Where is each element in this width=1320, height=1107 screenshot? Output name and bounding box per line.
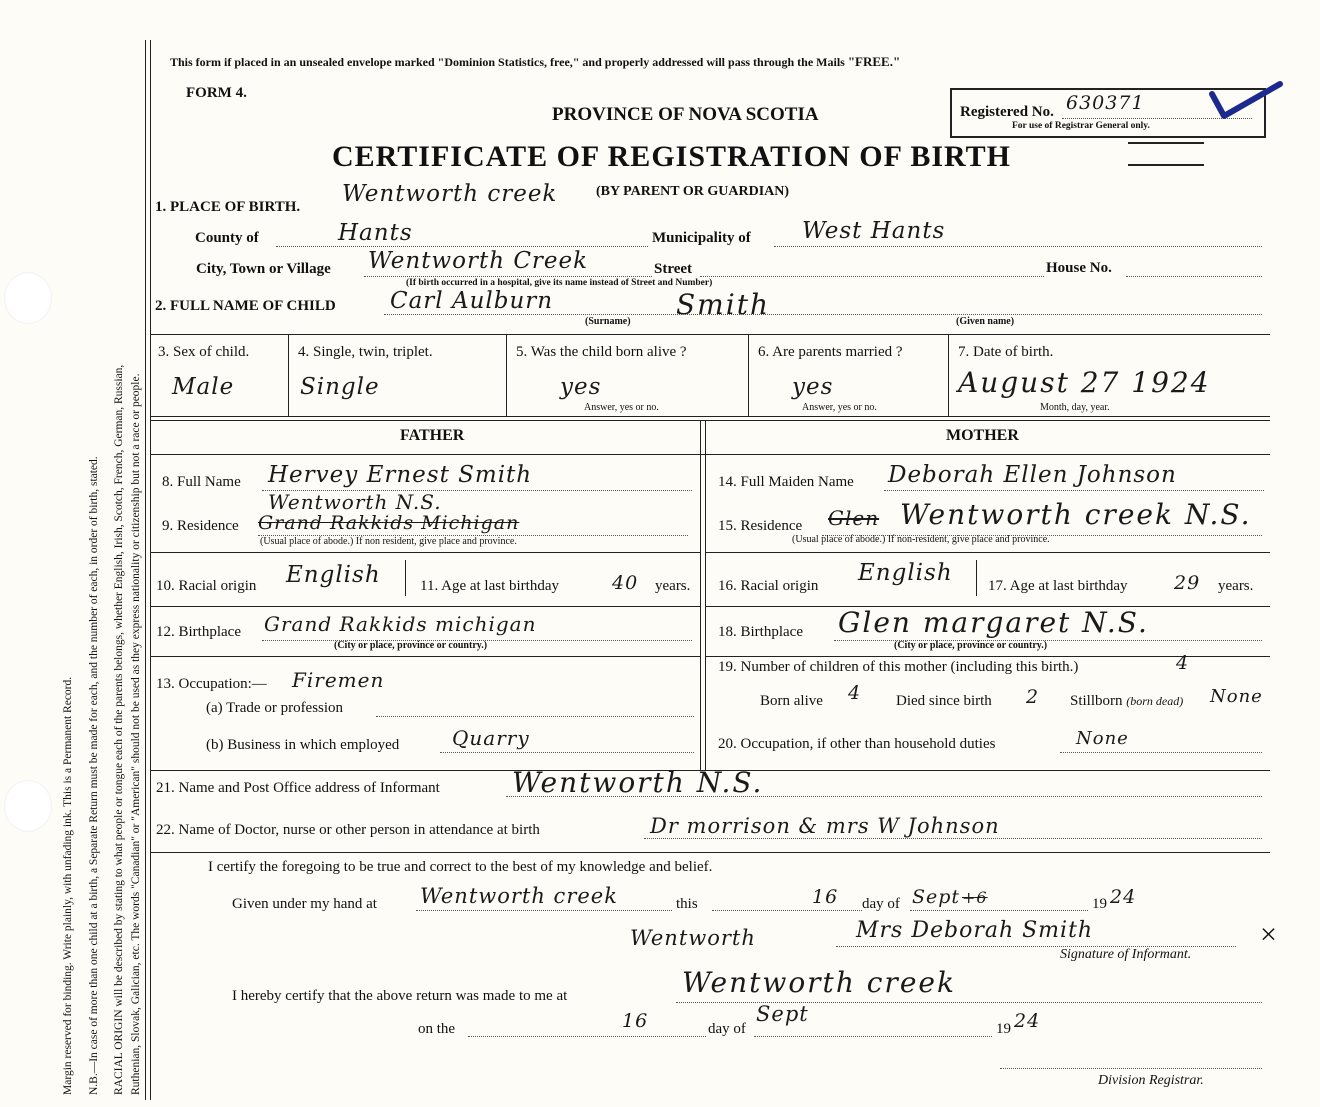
died-label: Died since birth [896, 693, 992, 709]
margin-line [145, 40, 146, 1100]
informant-value: Wentworth N.S. [512, 766, 764, 799]
hospital-note: (If birth occurred in a hospital, give its name instead of Street and Number) [406, 278, 713, 288]
father-residence-value: Wentworth N.S. [268, 490, 442, 514]
certificate-title: CERTIFICATE OF REGISTRATION OF BIRTH [332, 140, 1011, 173]
father-age-label: 11. Age at last birthday [420, 578, 559, 594]
registrar-month: Sept [756, 1002, 809, 1026]
signature-place: Wentworth [630, 926, 756, 950]
doctor-label: 22. Name of Doctor, nurse or other person in attendance at birth [156, 822, 540, 838]
mother-name-label: 14. Full Maiden Name [718, 474, 854, 490]
municipality-value: West Hants [802, 218, 946, 244]
given-place: Wentworth creek [420, 884, 618, 908]
died-value: 2 [1026, 686, 1040, 708]
signature-mark: × [1260, 918, 1277, 951]
given-year: 24 [1110, 886, 1137, 908]
father-residence-label: 9. Residence [162, 518, 239, 534]
sex-label: 3. Sex of child. [158, 344, 250, 360]
twin-label: 4. Single, twin, triplet. [298, 344, 433, 360]
margin-note-2: N.B.—In case of more than one child at a birth, a Separate Return must be made for each, and the number of each, in order of birth, stated. [88, 456, 100, 1095]
married-caption: Answer, yes or no. [802, 402, 877, 413]
mother-occupation-value: None [1076, 728, 1129, 749]
dob-caption: Month, day, year. [1040, 402, 1110, 413]
father-age-value: 40 [612, 572, 639, 594]
father-name-value: Hervey Ernest Smith [268, 462, 533, 488]
mother-residence-value: Wentworth creek N.S. [900, 498, 1252, 531]
mother-occupation-label: 20. Occupation, if other than household duties [718, 736, 996, 752]
binder-hole-bottom [4, 780, 52, 832]
margin-line-2 [150, 40, 151, 1100]
mother-children-value: 4 [1176, 652, 1190, 674]
stillborn-value: None [1210, 686, 1263, 707]
father-residence-struck: Grand Rakkids Michigan [258, 512, 520, 534]
married-value: yes [792, 374, 834, 400]
form-number: FORM 4. [186, 85, 247, 101]
county-value: Hants [338, 220, 413, 246]
mother-age-label: 17. Age at last birthday [988, 578, 1128, 594]
alive-caption: Answer, yes or no. [584, 402, 659, 413]
stillborn-label: Stillborn (born dead) [1070, 693, 1184, 709]
place-value: Wentworth creek [342, 181, 558, 207]
registrar-caption: Division Registrar. [1098, 1073, 1204, 1088]
father-name-label: 8. Full Name [162, 474, 241, 490]
married-label: 6. Are parents married ? [758, 344, 903, 360]
child-name-label: 2. FULL NAME OF CHILD [155, 298, 336, 314]
registrar-place: Wentworth creek [682, 966, 956, 999]
father-residence-caption: (Usual place of abode.) If non resident, give place and province. [260, 536, 517, 547]
given-day-of: day of [862, 896, 900, 912]
place-label: 1. PLACE OF BIRTH. [155, 199, 301, 215]
father-birthplace-value: Grand Rakkids michigan [264, 612, 537, 636]
struck-year-stamp [1128, 142, 1204, 166]
father-business-value: Quarry [452, 726, 530, 750]
given-day: 16 [812, 886, 839, 908]
province-heading: PROVINCE OF NOVA SCOTIA [552, 104, 819, 125]
father-age-unit: years. [655, 578, 691, 594]
mother-children-label: 19. Number of children of this mother (including this birth.) [718, 659, 1079, 675]
registrar-day-of: day of [708, 1021, 746, 1037]
mother-residence-caption: (Usual place of abode.) If non-resident, give place and province. [792, 534, 1050, 545]
by-parent: (BY PARENT OR GUARDIAN) [596, 184, 790, 199]
mother-age-unit: years. [1218, 578, 1254, 594]
signature-name: Mrs Deborah Smith [856, 918, 1094, 943]
mother-birthplace-value: Glen margaret N.S. [838, 606, 1149, 639]
registrar-year-prefix: 19 [996, 1021, 1011, 1037]
father-occupation-value: Firemen [292, 668, 385, 692]
registrar-note: For use of Registrar General only. [1012, 121, 1150, 131]
mother-racial-value: English [858, 560, 953, 586]
house-label: House No. [1046, 260, 1112, 276]
twin-value: Single [300, 374, 380, 400]
child-given-name: Carl Aulburn [390, 288, 554, 314]
mother-birthplace-caption: (City or place, province or country.) [894, 640, 1048, 651]
mother-birthplace-label: 18. Birthplace [718, 624, 803, 640]
city-label: City, Town or Village [196, 261, 331, 277]
given-label: Given under my hand at [232, 896, 377, 912]
father-birthplace-label: 12. Birthplace [156, 624, 241, 640]
struck-mark: +6 [962, 888, 988, 907]
mother-racial-label: 16. Racial origin [718, 578, 819, 594]
dob-value: August 27 1924 [958, 366, 1211, 399]
mother-residence-struck: Glen [828, 506, 880, 530]
surname-caption: (Surname) [585, 316, 631, 327]
registered-label: Registered No. [960, 104, 1054, 120]
father-business-label: (b) Business in which employed [206, 737, 400, 753]
registrar-on-the: on the [418, 1021, 456, 1037]
margin-note-1: Margin reserved for binding. Write plainly, with unfading ink. This is a Permanent Record. [62, 676, 74, 1095]
father-racial-label: 10. Racial origin [156, 578, 257, 594]
sex-value: Male [172, 374, 235, 400]
city-value: Wentworth Creek [368, 248, 589, 274]
child-surname: Smith [676, 288, 770, 321]
father-trade-label: (a) Trade or profession [206, 700, 344, 716]
checkmark-icon [1208, 78, 1286, 126]
dob-label: 7. Date of birth. [958, 344, 1054, 360]
mail-note: This form if placed in an unsealed envelope marked "Dominion Statistics, free," and properly addressed will pass through the Mails "FREE." [170, 54, 901, 69]
informant-label: 21. Name and Post Office address of Informant [156, 780, 440, 796]
binder-hole-top [4, 272, 52, 324]
margin-note-4: Ruthenian, Slovak, Galician, etc. The words "Canadian" or "American" should not be used as they express nationality or citizenship but not a race or people. [130, 373, 142, 1095]
mother-name-value: Deborah Ellen Johnson [888, 462, 1177, 488]
born-alive-value: 4 [848, 682, 862, 704]
registrar-statement: I hereby certify that the above return was made to me at [232, 988, 568, 1004]
born-alive-label: Born alive [760, 693, 823, 709]
street-label: Street [654, 261, 693, 277]
municipality-label: Municipality of [652, 230, 751, 246]
county-label: County of [195, 230, 259, 246]
registrar-day: 16 [622, 1010, 649, 1032]
registered-value: 630371 [1066, 92, 1145, 114]
alive-value: yes [560, 374, 602, 400]
given-month: Sept [912, 886, 961, 908]
registrar-year: 24 [1014, 1010, 1041, 1032]
margin-note-3: RACIAL ORIGIN will be described by stating to what people or tongue each of the parents belongs, whether English, Irish, Scotch, French, German, Russian, [113, 364, 125, 1095]
given-this: this [676, 896, 698, 912]
certify-statement: I certify the foregoing to be true and correct to the best of my knowledge and belief. [208, 859, 713, 875]
father-heading: FATHER [400, 427, 465, 444]
father-birthplace-caption: (City or place, province or country.) [334, 640, 488, 651]
mother-residence-label: 15. Residence [718, 518, 803, 534]
doctor-value: Dr morrison & mrs W Johnson [650, 814, 1000, 838]
father-occupation-label: 13. Occupation:— [156, 676, 267, 692]
given-year-prefix: 19 [1092, 896, 1107, 912]
mother-heading: MOTHER [946, 427, 1019, 444]
alive-label: 5. Was the child born alive ? [516, 344, 687, 360]
father-racial-value: English [286, 562, 381, 588]
given-caption: (Given name) [956, 316, 1015, 327]
signature-caption: Signature of Informant. [1060, 947, 1192, 962]
mother-age-value: 29 [1174, 572, 1201, 594]
